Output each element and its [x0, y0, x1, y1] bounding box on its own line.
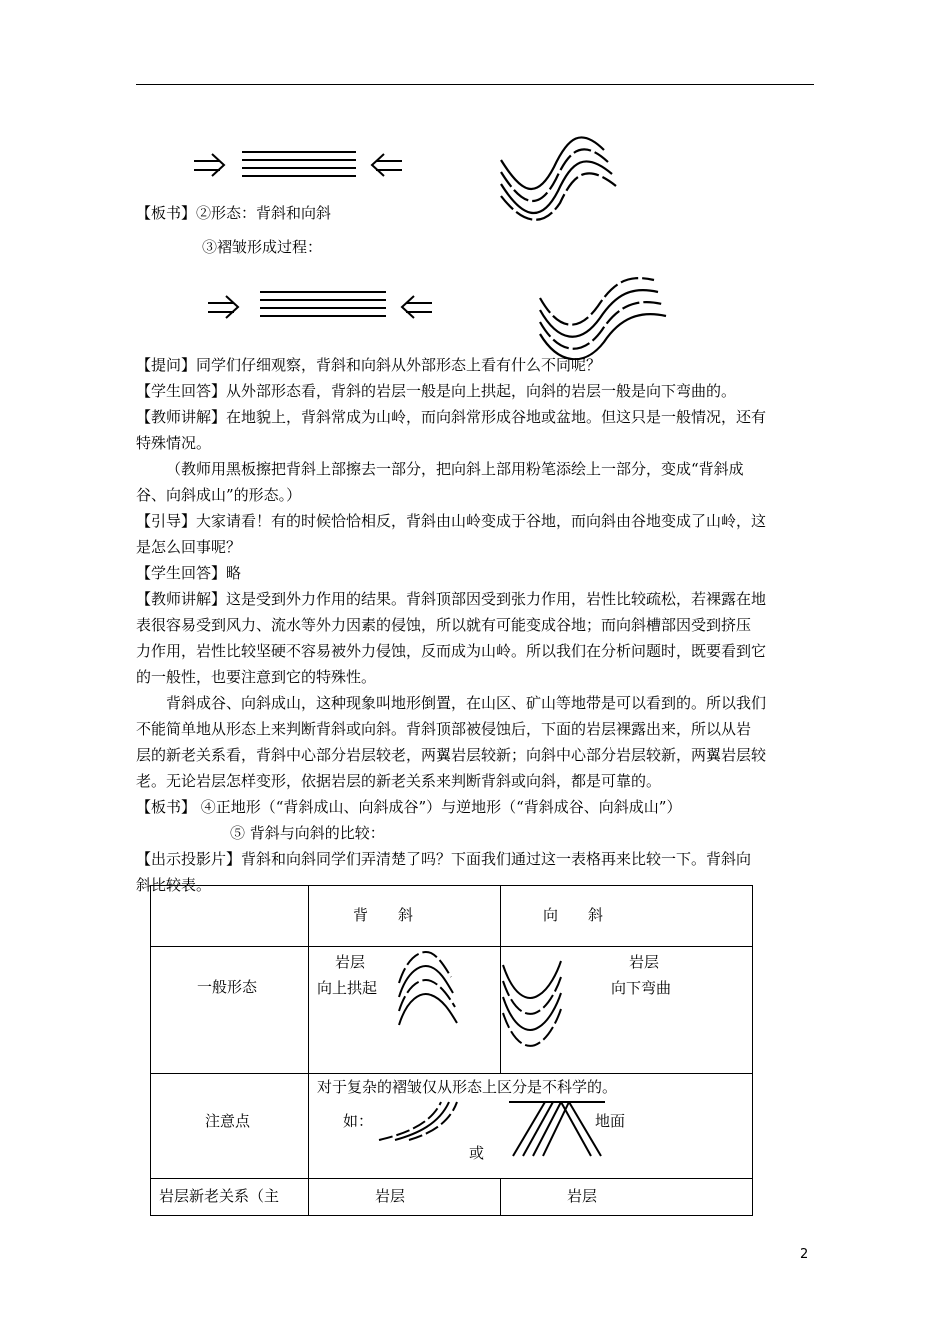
- table-cell: [151, 947, 309, 1074]
- ground-label: 地面: [595, 1112, 626, 1130]
- age-syncline: 岩层: [567, 1187, 598, 1205]
- eroded-fold-icon: [375, 1094, 465, 1144]
- text-line: 老。无论岩层怎样变形，依据岩层的新老关系来判断背斜或向斜，都是可靠的。: [136, 772, 662, 790]
- note-example: 如：: [343, 1112, 374, 1130]
- header-rule: [136, 84, 814, 85]
- table-cell: [151, 1179, 309, 1216]
- row-label-form: 一般形态: [197, 978, 258, 996]
- table-row: [151, 1074, 753, 1179]
- table-cell: [309, 886, 501, 947]
- fold-diagram-2: [536, 268, 672, 360]
- table-cell: [151, 1074, 309, 1179]
- right-arrow-icon: [194, 154, 224, 176]
- text-line: 【板书】②形态：背斜和向斜: [136, 204, 332, 222]
- age-anticline: 岩层: [375, 1187, 406, 1205]
- text-line: ⑤ 背斜与向斜的比较：: [230, 824, 385, 842]
- text-line: 【引导】大家请看！有的时候恰恰相反，背斜由山岭变成于谷地，而向斜由谷地变成了山岭，这: [136, 512, 767, 530]
- anticline-label: 岩层: [335, 953, 366, 971]
- text-line: 【出示投影片】背斜和向斜同学们弄清楚了吗？下面我们通过这一表格再来比较一下。背斜向: [136, 850, 752, 868]
- text-line: 是怎么回事呢？: [136, 538, 242, 556]
- text-line: 【学生回答】从外部形态看，背斜的岩层一般是向上拱起，向斜的岩层一般是向下弯曲的。: [136, 382, 737, 400]
- row-label-note: 注意点: [205, 1112, 251, 1130]
- left-arrow-icon: [372, 154, 402, 176]
- text-line: 不能简单地从形态上来判断背斜或向斜。背斜顶部被侵蚀后，下面的岩层裸露出来，所以从岩: [136, 720, 752, 738]
- text-line: 表很容易受到风力、流水等外力因素的侵蚀，所以就有可能变成谷地；而向斜槽部因受到挤压: [136, 616, 752, 634]
- text-line: 【学生回答】略: [136, 564, 242, 582]
- anticline-icon: [393, 947, 463, 1037]
- table-cell: [151, 886, 309, 947]
- text-line: ③褶皱形成过程：: [202, 238, 323, 256]
- text-line: （教师用黑板擦把背斜上部擦去一部分，把向斜上部用粉笔添绘上一部分，变成“背斜成: [166, 460, 744, 478]
- table-cell: [501, 947, 753, 1074]
- anticline-label: 向上拱起: [317, 979, 378, 997]
- table-cell: [501, 886, 753, 947]
- text-line: 背斜成谷、向斜成山，这种现象叫地形倒置，在山区、矿山等地带是可以看到的。所以我们: [166, 694, 767, 712]
- table-row: [151, 1179, 753, 1216]
- table-row: [151, 886, 753, 947]
- text-line: 的一般性，也要注意到它的特殊性。: [136, 668, 377, 686]
- or-label: 或: [469, 1144, 485, 1162]
- table-cell: [501, 1179, 753, 1216]
- row-label-age: 岩层新老关系（主: [159, 1187, 280, 1205]
- compression-diagram-1: [190, 145, 410, 185]
- header-syncline: 向 斜: [543, 906, 604, 924]
- note-text: 对于复杂的褶皱仅从形态上区分是不科学的。: [317, 1078, 618, 1096]
- table-cell: [309, 947, 501, 1074]
- left-arrow-icon: [402, 296, 432, 318]
- text-line: 谷、向斜成山”的形态。）: [136, 486, 302, 504]
- text-line: 【教师讲解】这是受到外力作用的结果。背斜顶部因受到张力作用，岩性比较疏松，若裸露在地: [136, 590, 767, 608]
- syncline-icon: [501, 955, 567, 1065]
- text-line: 力作用，岩性比较坚硬不容易被外力侵蚀，反而成为山岭。所以我们在分析问题时，既要看到它: [136, 642, 767, 660]
- header-anticline: 背 斜: [353, 906, 414, 924]
- syncline-label: 向下弯曲: [611, 979, 672, 997]
- table-row: [151, 947, 753, 1074]
- text-line: 【教师讲解】在地貌上，背斜常成为山岭，而向斜常形成谷地或盆地。但这只是一般情况，还有: [136, 408, 767, 426]
- text-line: 特殊情况。: [136, 434, 212, 452]
- syncline-label: 岩层: [629, 953, 660, 971]
- compression-diagram-2: [204, 287, 440, 327]
- text-line: 【板书】 ④正地形（“背斜成山、向斜成谷”）与逆地形（“背斜成谷、向斜成山”）: [136, 798, 682, 816]
- right-arrow-icon: [208, 296, 238, 318]
- text-line: 斜比较表。: [136, 876, 212, 894]
- text-line: 【提问】同学们仔细观察，背斜和向斜从外部形态上看有什么不同呢？: [136, 356, 602, 374]
- page-number: 2: [800, 1247, 809, 1262]
- table-cell: [309, 1179, 501, 1216]
- text-line: 层的新老关系看，背斜中心部分岩层较老，两翼岩层较新；向斜中心部分岩层较新，两翼岩层较: [136, 746, 767, 764]
- comparison-table: [150, 885, 753, 1216]
- table-cell: [309, 1074, 753, 1179]
